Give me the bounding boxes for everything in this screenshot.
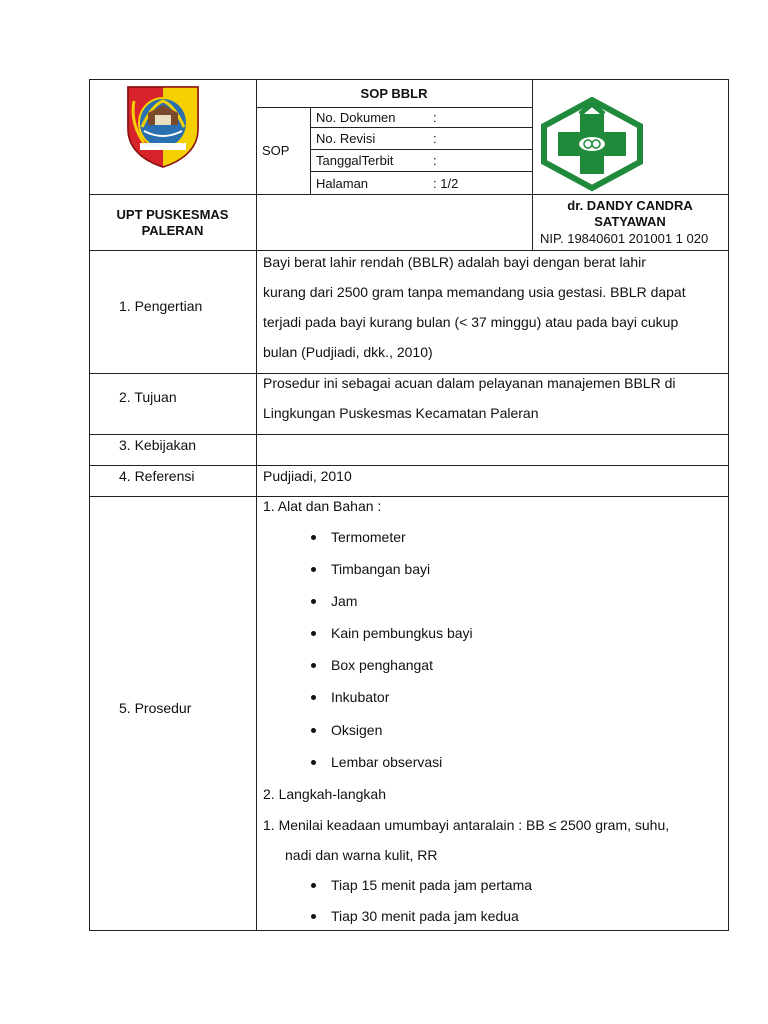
field-value-tanggal-terbit: : (433, 153, 437, 168)
signer-name-line1: dr. DANDY CANDRA (567, 198, 693, 213)
step1-list-item: Tiap 30 menit pada jam kedua (331, 908, 519, 924)
tujuan-text-line: Lingkungan Puskesmas Kecamatan Paleran (263, 405, 539, 421)
step1-list-item: Tiap 15 menit pada jam pertama (331, 877, 533, 893)
field-label-tanggal-terbit: TanggalTerbit (316, 153, 394, 168)
bullet-icon (311, 631, 316, 636)
sop-field-divider (310, 171, 532, 172)
table-row-divider (89, 496, 729, 497)
sop-field-divider (310, 127, 532, 128)
org-name-line1: UPT PUSKESMAS (116, 207, 229, 222)
alat-list-item: Lembar observasi (331, 754, 443, 770)
field-label-no-dokumen: No. Dokumen (316, 110, 396, 125)
bullet-icon (311, 599, 316, 604)
tujuan-text-line: Prosedur ini sebagai acuan dalam pelayanan manajemen BBLR di (263, 375, 676, 391)
section-label-prosedur: 5. Prosedur (119, 700, 192, 716)
table-border-header-bottom (89, 194, 729, 195)
step1-text-line: 1. Menilai keadaan umumbayi antaralain : BB ≤ 2500 gram, suhu, (263, 817, 670, 833)
table-row-divider (89, 465, 729, 466)
bullet-icon (311, 695, 316, 700)
org-name-line2: PALERAN (141, 223, 204, 238)
signer-nip: NIP. 19840601 201001 1 020 (540, 231, 709, 246)
alat-list-item: Oksigen (331, 722, 383, 738)
bullet-icon (311, 728, 316, 733)
section-label-tujuan: 2. Tujuan (119, 389, 177, 405)
sop-label-divider (310, 107, 311, 194)
pengertian-text-line: Bayi berat lahir rendah (BBLR) adalah bayi dengan berat lahir (263, 254, 646, 270)
langkah-heading: 2. Langkah-langkah (263, 786, 386, 802)
alat-list-item: Kain pembungkus bayi (331, 625, 473, 641)
field-value-no-dokumen: : (433, 110, 437, 125)
pengertian-text-line: terjadi pada bayi kurang bulan (< 37 minggu) atau pada bayi cukup (263, 314, 679, 330)
signer-name-line2: SATYAWAN (594, 214, 666, 229)
field-value-no-revisi: : (433, 131, 437, 146)
puskesmas-logo-icon (540, 96, 644, 192)
alat-list-item: Box penghangat (331, 657, 433, 673)
section-label-kebijakan: 3. Kebijakan (119, 437, 197, 453)
table-row-divider (89, 250, 729, 251)
section-label-referensi: 4. Referensi (119, 468, 195, 484)
bullet-icon (311, 567, 316, 572)
pengertian-text-line: kurang dari 2500 gram tanpa memandang usia gestasi. BBLR dapat (263, 284, 686, 300)
alat-list-item: Inkubator (331, 689, 390, 705)
table-border-top (89, 79, 729, 80)
field-label-halaman: Halaman (316, 176, 369, 191)
section-label-pengertian: 1. Pengertian (119, 298, 203, 314)
bullet-icon (311, 914, 316, 919)
bullet-icon (311, 535, 316, 540)
table-border-right (728, 79, 729, 931)
table-row-divider (89, 434, 729, 435)
alat-list-item: Termometer (331, 529, 406, 545)
bullet-icon (311, 760, 316, 765)
alat-list-item: Timbangan bayi (331, 561, 431, 577)
sop-title-divider (256, 107, 532, 108)
pengertian-text-line: bulan (Pudjiadi, dkk., 2010) (263, 344, 433, 360)
sop-field-divider (310, 149, 532, 150)
bullet-icon (311, 883, 316, 888)
alat-list-item: Jam (331, 593, 358, 609)
bullet-icon (311, 663, 316, 668)
field-value-halaman: : 1/2 (433, 176, 459, 191)
referensi-content: Pudjiadi, 2010 (263, 468, 352, 484)
document-title: SOP BBLR (360, 86, 428, 101)
regency-coat-of-arms-icon (122, 83, 204, 169)
table-border-bottom (89, 930, 729, 931)
table-row-divider (89, 373, 729, 374)
sop-label: SOP (262, 143, 290, 158)
step1-text-line: nadi dan warna kulit, RR (285, 847, 438, 863)
table-column-divider (256, 79, 257, 931)
field-label-no-revisi: No. Revisi (316, 131, 376, 146)
alat-heading: 1. Alat dan Bahan : (263, 498, 382, 514)
